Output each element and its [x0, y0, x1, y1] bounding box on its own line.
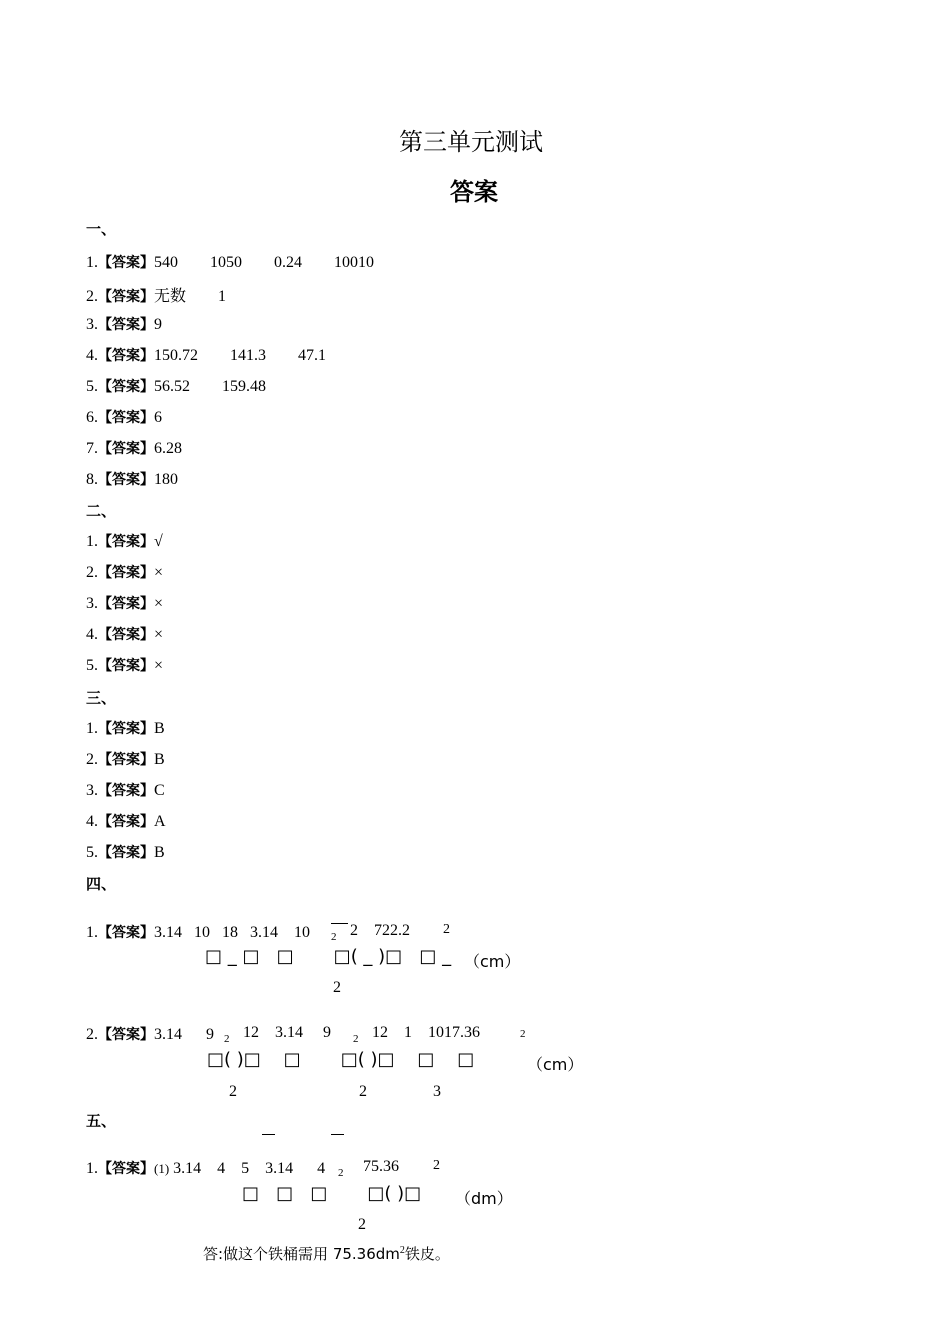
question-number: 1. — [86, 1160, 98, 1177]
answer-line — [86, 842, 165, 862]
fraction-bar — [331, 923, 348, 924]
symbol-row: □ □ □ □( )□ — [242, 1183, 422, 1204]
formula-text: 3.14 4 5 3.14 4 — [173, 1160, 326, 1177]
answer-line — [86, 283, 226, 306]
exponent: 2 — [433, 1158, 440, 1173]
formula-text: 3.14 9 — [154, 1026, 214, 1043]
answer-value: √ — [154, 533, 163, 550]
answer-value: × — [154, 626, 164, 643]
question-number: 4. — [86, 813, 98, 830]
exponent: 2 — [443, 922, 450, 937]
formula-text: 75.36 — [363, 1158, 399, 1175]
section-heading-4: 四、 — [86, 875, 117, 893]
answer-value: 无数 1 — [154, 288, 227, 305]
answer-value: 150.72 141.3 47.1 — [154, 347, 326, 364]
answer-line — [86, 252, 374, 272]
answer-label: 【答案】 — [98, 348, 154, 364]
question-number: 3. — [86, 782, 98, 799]
answer-line — [86, 376, 266, 396]
answer-line — [86, 718, 165, 738]
question-number: 2. — [86, 751, 98, 768]
answer-line — [86, 624, 163, 644]
exponent: 2 — [399, 1245, 405, 1256]
sub-question-marker: (1) — [154, 1161, 170, 1176]
formula-text: 2 722.2 — [350, 922, 410, 939]
question-number: 2. — [86, 1026, 98, 1043]
answer-value: × — [154, 657, 164, 674]
fraction-bar — [262, 1134, 275, 1135]
unit-label: （dm） — [455, 1189, 513, 1208]
answer-value: B — [154, 751, 165, 768]
question-number: 5. — [86, 378, 98, 395]
answer-line — [86, 469, 178, 489]
answer-label: 【答案】 — [98, 752, 154, 768]
answer-line — [86, 780, 165, 800]
formula-text: 3.14 10 18 3.14 10 — [154, 924, 310, 941]
formula-text: 12 1 1017.36 — [372, 1024, 480, 1041]
answer-label: 【答案】 — [98, 565, 154, 581]
page-subtitle: 答案 — [450, 178, 498, 206]
answer-label: 【答案】 — [98, 255, 154, 271]
section-heading-2: 二、 — [86, 502, 117, 520]
question-number: 1. — [86, 254, 98, 271]
answer-value: 6.28 — [154, 440, 182, 457]
question-number: 5. — [86, 844, 98, 861]
question-number: 3. — [86, 595, 98, 612]
answer-line — [86, 562, 163, 582]
unit-label: （cm） — [527, 1055, 584, 1074]
question-number: 4. — [86, 347, 98, 364]
answer-label: 【答案】 — [98, 1161, 154, 1177]
answer-value: 56.52 159.48 — [154, 378, 266, 395]
answer-value: A — [154, 813, 166, 830]
answer-value: 6 — [154, 409, 162, 426]
conclusion-text: 答:做这个铁桶需用 $75.36dm^2$铁皮。 — [203, 1245, 450, 1263]
denominator: 2 — [333, 979, 341, 996]
answer-label: 【答案】 — [98, 596, 154, 612]
answer-label: 【答案】 — [98, 627, 154, 643]
answer-label: 【答案】 — [98, 814, 154, 830]
exponent: 2 — [520, 1028, 526, 1040]
answer-label: 【答案】 — [98, 441, 154, 457]
question-number: 3. — [86, 316, 98, 333]
answer-label: 【答案】 — [98, 410, 154, 426]
question-number: 1. — [86, 533, 98, 550]
answer-label: 【答案】 — [98, 925, 154, 941]
answer-label: 【答案】 — [98, 658, 154, 674]
question-number: 1. — [86, 924, 98, 941]
exponent: 2 — [224, 1033, 230, 1045]
formula-line — [86, 1024, 214, 1044]
formula-line — [86, 922, 310, 942]
answer-label: 【答案】 — [98, 1027, 154, 1043]
question-number: 4. — [86, 626, 98, 643]
question-number: 7. — [86, 440, 98, 457]
answer-value: × — [154, 595, 164, 612]
answer-value: B — [154, 844, 165, 861]
answer-label: 【答案】 — [98, 472, 154, 488]
denominator: 2 — [358, 1216, 366, 1233]
formula-text: 12 3.14 9 — [243, 1024, 331, 1041]
question-number: 5. — [86, 657, 98, 674]
answer-value: × — [154, 564, 164, 581]
answer-line — [86, 345, 326, 365]
exponent: 2 — [353, 1033, 359, 1045]
answer-label: 【答案】 — [98, 783, 154, 799]
denominator: 3 — [433, 1083, 441, 1100]
fraction-bar — [331, 1134, 344, 1135]
section-heading-5: 五、 — [86, 1112, 117, 1130]
denominator: 2 — [359, 1083, 367, 1100]
question-number: 2. — [86, 288, 98, 305]
section-heading-3: 三、 — [86, 689, 117, 707]
answer-label: 【答案】 — [98, 845, 154, 861]
answer-line — [86, 811, 166, 831]
question-number: 8. — [86, 471, 98, 488]
denominator: 2 — [229, 1083, 237, 1100]
question-number: 2. — [86, 564, 98, 581]
answer-value: 180 — [154, 471, 178, 488]
exponent: 2 — [331, 931, 337, 943]
answer-value: C — [154, 782, 165, 799]
answer-line — [86, 749, 165, 769]
formula-line — [86, 1158, 325, 1178]
answer-value: 9 — [154, 316, 162, 333]
section-heading-1: 一、 — [86, 220, 117, 238]
answer-line — [86, 438, 182, 458]
answer-label: 【答案】 — [98, 721, 154, 737]
answer-line — [86, 655, 163, 675]
answer-value: B — [154, 720, 165, 737]
answer-value: 540 1050 0.24 10010 — [154, 254, 374, 271]
symbol-row: □ _ □ □ □( _ )□ □ _ — [205, 946, 452, 967]
symbol-row: □( )□ □ □( )□ □ □ — [207, 1049, 475, 1070]
page-title: 第三单元测试 — [399, 128, 543, 156]
answer-label: 【答案】 — [98, 317, 154, 333]
unit-label: （cm） — [464, 952, 521, 971]
answer-line — [86, 531, 163, 551]
exponent: 2 — [338, 1167, 344, 1179]
answer-label: 【答案】 — [98, 534, 154, 550]
answer-label: 【答案】 — [98, 289, 154, 305]
answer-line — [86, 314, 162, 334]
question-number: 1. — [86, 720, 98, 737]
answer-line — [86, 407, 162, 427]
answer-label: 【答案】 — [98, 379, 154, 395]
answer-line — [86, 593, 163, 613]
question-number: 6. — [86, 409, 98, 426]
